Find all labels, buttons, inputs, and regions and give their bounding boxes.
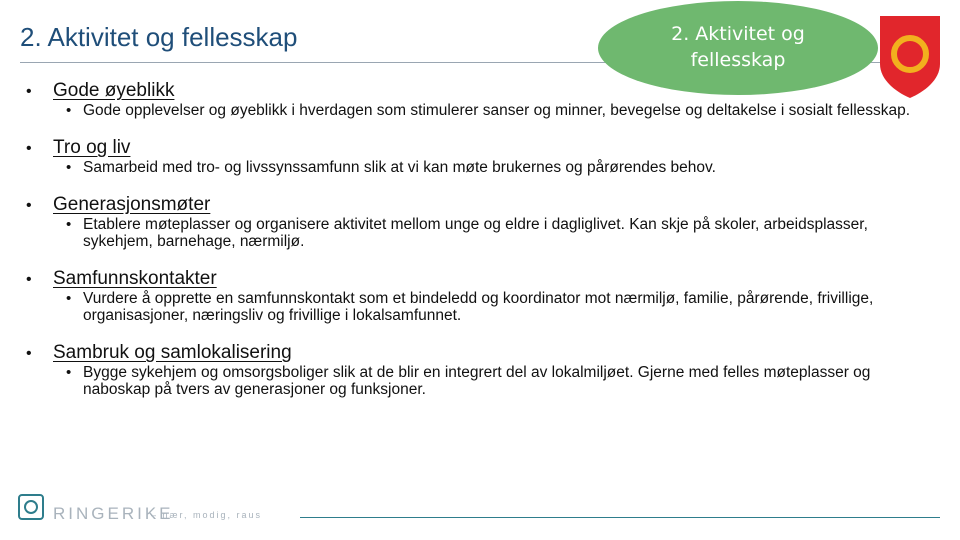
list-item: • Gode øyeblikk • Gode opplevelser og øyeblikk i hverdagen som stimulerer sanser og minner, bevegelse og deltakelse i sosialt fellesskap. [26,80,946,119]
page-title: 2. Aktivitet og fellesskap [20,22,298,52]
item-title: Gode øyeblikk [53,80,175,101]
item-text: Samarbeid med tro- og livssynssamfunn slik at vi kan møte brukernes og pårørendes behov. [83,159,716,176]
item-text: Gode opplevelser og øyeblikk i hverdagen som stimulerer sanser og minner, bevegelse og deltakelse i sosialt fellesskap. [83,102,911,119]
item-text: Etablere møteplasser og organisere aktivitet mellom unge og eldre i dagliglivet. Kan skje på skoler, arbeidsplasser, sykehjem, barnehage, nærmiljø. [83,216,868,250]
item-title: Sambruk og samlokalisering [53,342,292,363]
ringerike-logo-icon [18,494,44,520]
footer-divider [300,517,940,518]
item-text: Vurdere å opprette en samfunnskontakt som et bindeledd og koordinator mot nærmiljø, familie, pårørende, frivillige, organisasjoner, næringsliv og frivillige i lokalsamfunnet. [83,290,874,324]
footer-slogan: – nær, modig, raus [151,510,263,520]
section-badge-label: 2. Aktivitet og fellesskap [671,23,805,71]
list-item: • Tro og liv • Samarbeid med tro- og livssynssamfunn slik at vi kan møte brukernes og pårørendes behov. [26,137,946,176]
bullet-list [26,80,946,416]
footer-brand: RINGERIKE [53,504,174,523]
list-item: • Samfunnskontakter • Vurdere å opprette en samfunnskontakt som et bindeledd og koordinator mot nærmiljø, familie, pårørende, frivillige, organisasjoner, næringsliv og frivillige i lokalsamfunnet. [26,268,946,324]
item-text: Bygge sykehjem og omsorgsboliger slik at de blir en integrert del av lokalmiljøet. Gjerne med felles møteplasser og naboskap på tvers av generasjoner og funksjoner. [83,364,871,398]
item-title: Generasjonsmøter [53,194,211,215]
list-item: • Generasjonsmøter • Etablere møteplasser og organisere aktivitet mellom unge og eldre i dagliglivet. Kan skje på skoler, arbeidsplasser, sykehjem, barnehage, nærmiljø. [26,194,946,250]
item-title: Tro og liv [53,137,131,158]
list-item: • Sambruk og samlokalisering • Bygge sykehjem og omsorgsboliger slik at de blir en integrert del av lokalmiljøet. Gjerne med felles møteplasser og naboskap på tvers av generasjoner og funksjoner. [26,342,946,398]
item-title: Samfunnskontakter [53,268,217,289]
